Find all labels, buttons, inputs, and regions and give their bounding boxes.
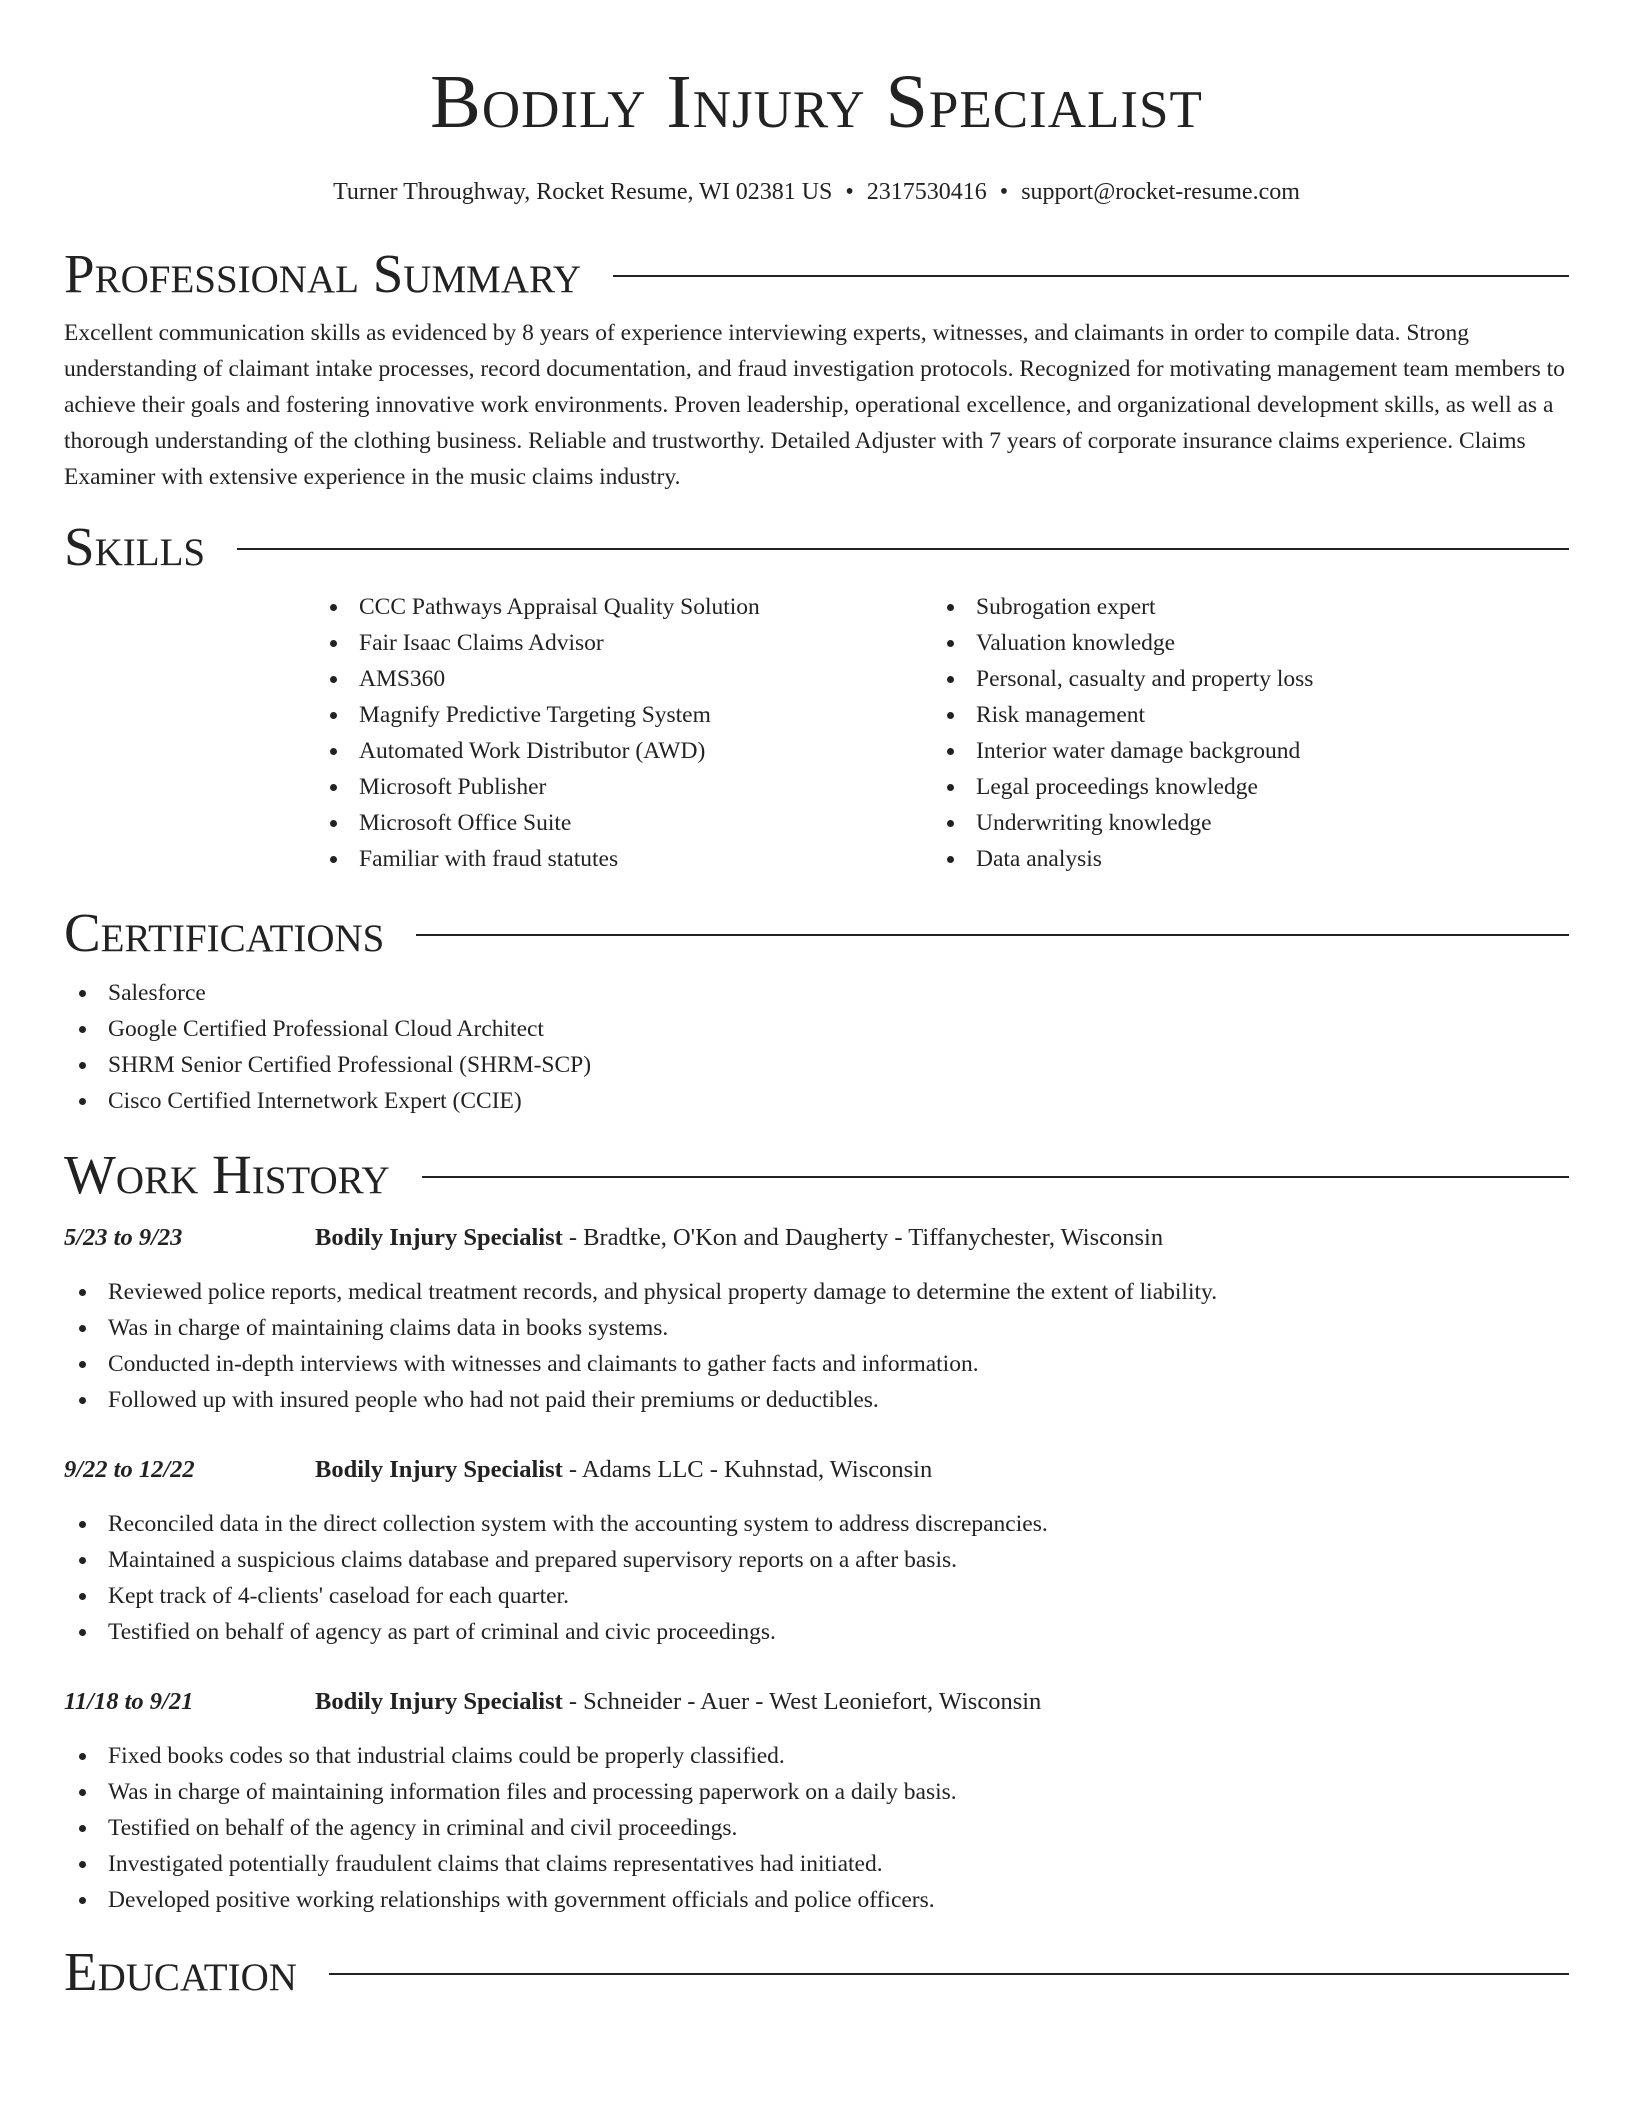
skill-item: Familiar with fraud statutes	[315, 841, 932, 877]
resume-name: Bodily Injury Specialist	[430, 60, 1203, 144]
skills-column-right	[932, 589, 1549, 877]
job-bullet: Testified on behalf of agency as part of criminal and civic proceedings.	[64, 1614, 1569, 1650]
section-divider	[422, 1176, 1569, 1178]
skill-item: Magnify Predictive Targeting System	[315, 697, 932, 733]
job-bullet: Developed positive working relationships with government officials and police officers.	[64, 1882, 1569, 1918]
job-heading	[315, 1220, 1163, 1256]
skill-item: Microsoft Publisher	[315, 769, 932, 805]
skill-item: Data analysis	[932, 841, 1549, 877]
certification-item: SHRM Senior Certified Professional (SHRM-SCP)	[64, 1047, 1569, 1083]
skills-section-header	[64, 516, 1569, 577]
job-bullet: Was in charge of maintaining claims data in books systems.	[64, 1310, 1569, 1346]
contact-separator: •	[999, 179, 1009, 205]
contact-address: Turner Throughway, Rocket Resume, WI 02381 US	[333, 179, 833, 205]
certification-item: Salesforce	[64, 975, 1569, 1011]
contact-email: support@rocket-resume.com	[1021, 179, 1300, 205]
certifications-section-header	[64, 902, 1569, 963]
job-details: - Bradtke, O'Kon and Daugherty - Tiffanychester, Wisconsin	[562, 1224, 1164, 1251]
job-bullets	[64, 1274, 1569, 1418]
job-bullet: Reviewed police reports, medical treatment records, and physical property damage to determine the extent of liability.	[64, 1274, 1569, 1310]
skill-item: Valuation knowledge	[932, 625, 1549, 661]
skill-item: Legal proceedings knowledge	[932, 769, 1549, 805]
job-bullet: Kept track of 4-clients' caseload for each quarter.	[64, 1578, 1569, 1614]
skill-item: AMS360	[315, 661, 932, 697]
section-divider	[416, 934, 1569, 936]
job-bullets	[64, 1506, 1569, 1650]
section-divider	[613, 275, 1569, 277]
skills-heading: Skills	[64, 516, 206, 577]
section-divider	[329, 1973, 1569, 1975]
job-heading	[315, 1684, 1041, 1720]
job-bullet: Maintained a suspicious claims database and prepared supervisory reports on a after basis.	[64, 1542, 1569, 1578]
job-entry	[64, 1452, 1569, 1650]
summary-text: Excellent communication skills as evidenced by 8 years of experience interviewing experts, witnesses, and claimants in order to compile data. Strong understanding of claimant intake processes, record documentation, and fraud investigation protocols. Recognized for motivating management team members to achieve their goals and fostering innovative work environments. Proven leadership, operational excellence, and organizational development skills, as well as a thorough understanding of the clothing business. Reliable and trustworthy. Detailed Adjuster with 7 years of corporate insurance claims experience. Claims Examiner with extensive experience in the music claims industry.	[64, 320, 1565, 490]
contact-separator: •	[845, 179, 854, 205]
job-details: - Schneider - Auer - West Leoniefort, Wisconsin	[562, 1688, 1042, 1715]
job-bullet: Conducted in-depth interviews with witnesses and claimants to gather facts and information.	[64, 1346, 1569, 1382]
certification-item: Cisco Certified Internetwork Expert (CCIE)	[64, 1083, 1569, 1119]
job-header	[64, 1684, 1569, 1720]
skill-item: Interior water damage background	[932, 733, 1549, 769]
skills-column-left	[315, 589, 932, 877]
skill-item: Automated Work Distributor (AWD)	[315, 733, 932, 769]
education-section-header	[64, 1941, 1569, 2002]
job-header	[64, 1452, 1569, 1488]
skills-list	[315, 589, 1569, 877]
job-bullets	[64, 1738, 1569, 1918]
job-bullet: Was in charge of maintaining information files and processing paperwork on a daily basis.	[64, 1774, 1569, 1810]
skill-item: Risk management	[932, 697, 1549, 733]
job-bullet: Fixed books codes so that industrial claims could be properly classified.	[64, 1738, 1569, 1774]
work-history-section-header	[64, 1144, 1569, 1205]
job-details: - Adams LLC - Kuhnstad, Wisconsin	[562, 1456, 933, 1483]
skill-item: Personal, casualty and property loss	[932, 661, 1549, 697]
section-divider	[237, 548, 1569, 550]
certifications-heading: Certifications	[64, 902, 385, 963]
summary-heading: Professional Summary	[64, 243, 582, 304]
job-bullet: Followed up with insured people who had not paid their premiums or deductibles.	[64, 1382, 1569, 1418]
summary-section-header	[64, 243, 1569, 304]
skill-item: Fair Isaac Claims Advisor	[315, 625, 932, 661]
job-bullet: Testified on behalf of the agency in criminal and civil proceedings.	[64, 1810, 1569, 1846]
skill-item: Microsoft Office Suite	[315, 805, 932, 841]
skill-item: Underwriting knowledge	[932, 805, 1549, 841]
skill-item: CCC Pathways Appraisal Quality Solution	[315, 589, 932, 625]
job-heading	[315, 1452, 932, 1488]
job-title: Bodily Injury Specialist	[315, 1224, 563, 1251]
job-dates: 9/22 to 12/22	[64, 1456, 195, 1483]
certifications-list	[64, 975, 1569, 1119]
job-entry	[64, 1684, 1569, 1918]
job-header	[64, 1220, 1569, 1256]
contact-phone: 2317530416	[866, 179, 987, 205]
job-title: Bodily Injury Specialist	[315, 1456, 563, 1483]
education-heading: Education	[64, 1941, 297, 2002]
job-title: Bodily Injury Specialist	[315, 1688, 563, 1715]
work-history-heading: Work History	[64, 1144, 390, 1205]
skill-item: Subrogation expert	[932, 589, 1549, 625]
contact-line	[64, 180, 1569, 204]
job-bullet: Reconciled data in the direct collection system with the accounting system to address discrepancies.	[64, 1506, 1569, 1542]
job-entry	[64, 1220, 1569, 1418]
job-dates: 11/18 to 9/21	[64, 1688, 194, 1715]
job-dates: 5/23 to 9/23	[64, 1224, 183, 1251]
job-bullet: Investigated potentially fraudulent claims that claims representatives had initiated.	[64, 1846, 1569, 1882]
certification-item: Google Certified Professional Cloud Architect	[64, 1011, 1569, 1047]
